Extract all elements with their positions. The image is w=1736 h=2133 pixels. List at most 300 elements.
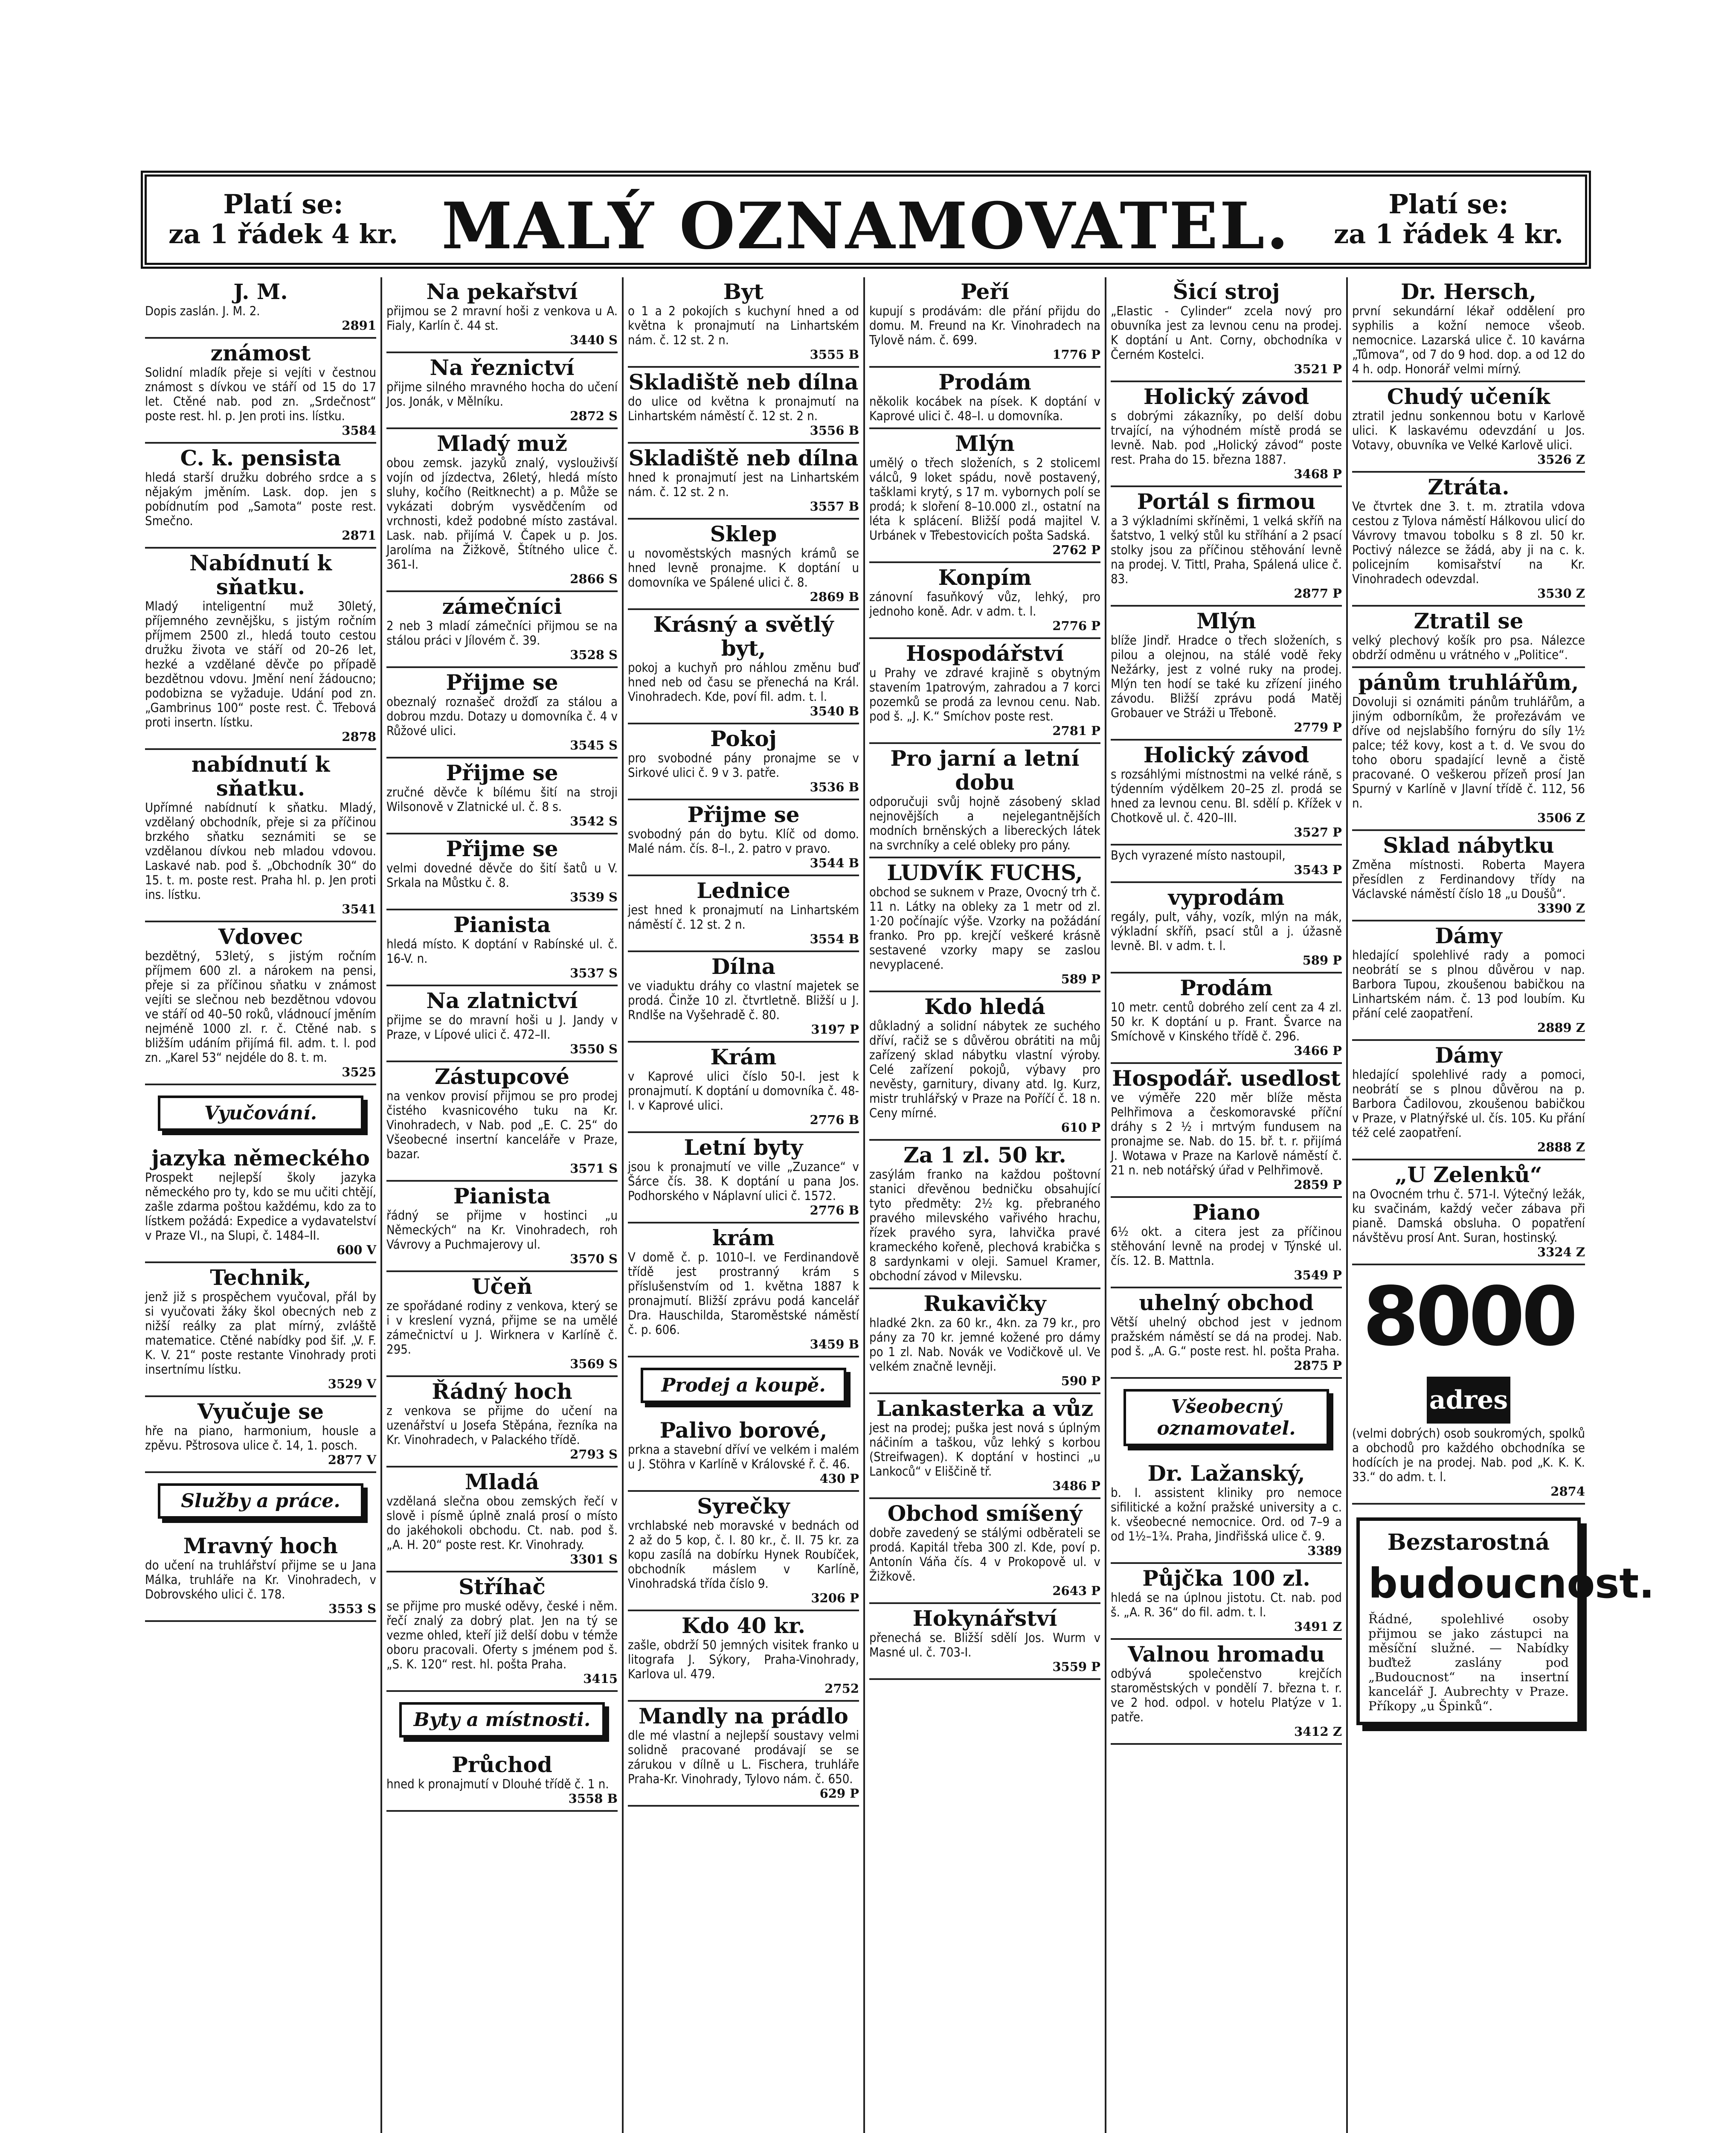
ad-title: Mravný hoch bbox=[183, 1533, 338, 1558]
section-heading-box: Prodej a koupě. bbox=[641, 1368, 846, 1403]
ad-title: Na zlatnictví bbox=[426, 988, 578, 1013]
classified-ad bbox=[386, 1062, 618, 1182]
classified-ad bbox=[869, 1394, 1100, 1499]
ad-text: přijme silného mravného hocha do učení Jos. Jonák, v Mělníku. bbox=[386, 380, 618, 409]
ad-title: Hospodář. usedlost bbox=[1112, 1066, 1341, 1091]
classified-ad bbox=[869, 992, 1100, 1141]
ad-title: Přijme se bbox=[446, 760, 558, 785]
ad-text: kupují s prodávám: dle přání přijdu do domu. M. Freund na Kr. Vinohradech na Tylově nám. č. 699. bbox=[869, 304, 1100, 347]
ad-code: 3549 P bbox=[1294, 1268, 1342, 1282]
ad-title: Lednice bbox=[697, 878, 790, 903]
ad-code: 2875 P bbox=[1294, 1358, 1342, 1373]
ad-text: s dobrými zákazníky, po delší dobu trvající, na výhodném místě prodá se levně. Nab. pod „Holický závod“ poste rest. Praha do 15. března 1887. bbox=[1111, 409, 1342, 467]
ad-text: Dopis zaslán. J. M. 2. bbox=[145, 304, 260, 318]
classified-ad bbox=[145, 1263, 376, 1397]
ad-title: Nabídnutí k sňatku. bbox=[189, 550, 332, 599]
ad-title: zámečníci bbox=[442, 594, 562, 619]
price-note-right-line2: za 1 řádek 4 kr. bbox=[1333, 218, 1564, 250]
classified-ad bbox=[628, 1223, 859, 1357]
ad-title: „U Zelenků“ bbox=[1395, 1162, 1542, 1187]
classified-ad bbox=[145, 277, 376, 339]
ad-text: hned k pronajmutí v Dlouhé třídě č. 1 n. bbox=[386, 1777, 609, 1791]
ad-code: 3528 S bbox=[570, 648, 618, 662]
ad-text: regály, pult, váhy, vozík, mlýn na mák, výkladní skříň, psací stůl a j. úžasně levně. Bl. v adm. t. l. bbox=[1111, 910, 1342, 953]
classified-ad bbox=[628, 1702, 859, 1807]
ad-title: Pro jarní a letní dobu bbox=[890, 746, 1080, 795]
ad-text: vzdělaná slečna obou zemských řečí v slově i písmě úplně znalá prosí o místo do jakéhokoli obchodu. Ct. nab. pod š. „A. H. 20“ poste rest. Kr. Vinohrady. bbox=[386, 1494, 618, 1552]
ad-text: několik kocábek na písek. K doptání v Kaprové ulici č. 48–I. u domovníka. bbox=[869, 394, 1100, 423]
ad-text: velmi dovedné děvče do šití šatů u V. Srkala na Můstku č. 8. bbox=[386, 861, 618, 890]
ad-code: 3544 B bbox=[810, 856, 859, 870]
ad-code: 629 P bbox=[819, 1786, 859, 1801]
classified-ad bbox=[628, 1043, 859, 1133]
ad-title: krám bbox=[712, 1225, 775, 1250]
ad-code: 3536 B bbox=[810, 780, 859, 794]
ad-code: 3539 S bbox=[570, 890, 618, 904]
future-ad-box bbox=[1356, 1517, 1655, 1725]
ad-title: Na řeznictví bbox=[430, 355, 575, 380]
ad-title: Kdo hledá bbox=[924, 994, 1045, 1019]
ad-text: Bych vyrazené místo nastoupil, bbox=[1111, 848, 1286, 863]
classified-ad bbox=[386, 1272, 618, 1377]
ad-text: Dovoluji si oznámiti pánům truhlářům, a jiným odborníkům, že prořezávám ve dříve od nejslabšího fornýru do síly 1½ palce; též kovy, kost a t. d. Ve svou do toho oboru spadající levně a čistě pracované. O veškerou přízeň prosí Jan Spurný v Karlíně v Jlavní třídě č. 112, 56 n. bbox=[1352, 695, 1585, 811]
classified-ad bbox=[628, 800, 859, 876]
ad-code: 3530 Z bbox=[1537, 586, 1585, 601]
ad-column bbox=[624, 277, 865, 2133]
ad-code: 589 P bbox=[1302, 953, 1342, 968]
ad-title: Ztráta. bbox=[1428, 474, 1510, 500]
ad-title: vyprodám bbox=[1168, 885, 1285, 910]
ad-code: 2877 P bbox=[1294, 586, 1342, 601]
classified-ad bbox=[628, 1492, 859, 1611]
ad-text: zašle, obdrží 50 jemných visitek franko u litografa J. Sýkory, Praha-Vinohrady, Karlova ul. 479. bbox=[628, 1638, 859, 1681]
classified-ad bbox=[1352, 1160, 1585, 1265]
ad-text: přijme se do mravní hoši u J. Jandy v Praze, v Lípové ulici č. 472–II. bbox=[386, 1013, 618, 1042]
ad-column bbox=[141, 277, 382, 2133]
ad-title: Krásný a světlý byt, bbox=[653, 612, 834, 661]
big-adres-ad bbox=[1352, 1270, 1585, 1424]
ad-text: hře na piano, harmonium, housle a zpěvu. Pštrosova ulice č. 14, 1. posch. bbox=[145, 1424, 376, 1453]
ad-title: Mlýn bbox=[955, 431, 1015, 456]
section-heading-box: Služby a práce. bbox=[158, 1483, 363, 1519]
ad-title: pánům truhlářům, bbox=[1358, 670, 1579, 695]
ad-title: Letní byty bbox=[684, 1135, 803, 1160]
ad-text: pokoj a kuchyň pro náhlou změnu buď hned neb od času se přenechá na Král. Vinohradech. Kde, poví fil. adm. t. l. bbox=[628, 660, 859, 704]
classified-ad bbox=[386, 353, 618, 429]
classified-ad bbox=[869, 744, 1100, 858]
ad-title: Za 1 zl. 50 kr. bbox=[903, 1142, 1066, 1168]
ad-code: 3559 P bbox=[1052, 1659, 1100, 1674]
ad-code: 2781 P bbox=[1052, 724, 1100, 738]
ad-title: C. k. pensista bbox=[180, 445, 341, 471]
ad-text: „Elastic - Cylinder“ zcela nový pro obuvníka jest za levnou cenu na prodej. K doptání u Ant. Corny, obchodníka v Černém Kostelci. bbox=[1111, 304, 1342, 362]
ad-code: 2762 P bbox=[1052, 543, 1100, 557]
classified-ad bbox=[1352, 277, 1585, 382]
classified-ad bbox=[1111, 1459, 1342, 1564]
ad-text: na Ovocném trhu č. 571-I. Výtečný ležák, ku svačinám, každý večer zábava při pianě. Damská obsluha. O popatření návštěvu prosí Ant. Suran, hostinský. bbox=[1352, 1187, 1585, 1245]
ad-code: 2877 V bbox=[328, 1453, 376, 1467]
ad-title: Skladiště neb dílna bbox=[628, 445, 859, 471]
ad-title: Chudý učeník bbox=[1387, 384, 1550, 409]
ad-code: 3412 Z bbox=[1294, 1724, 1342, 1739]
classified-ad bbox=[386, 277, 618, 353]
classified-ad bbox=[869, 563, 1100, 639]
ad-title: Mladá bbox=[464, 1469, 540, 1494]
ad-code: 3550 S bbox=[570, 1042, 618, 1056]
ad-title: Přijme se bbox=[687, 802, 800, 827]
classified-ad bbox=[1111, 277, 1342, 382]
classified-ad bbox=[1352, 668, 1585, 831]
classified-ad bbox=[1352, 831, 1585, 921]
classified-ad bbox=[386, 758, 618, 834]
ad-text: odporučuji svůj hojně zásobený sklad nejnovějších a nejelegantnějších modních brněnských a libereckých látek na svrchníky a celé obleky pro pány. bbox=[869, 794, 1100, 852]
classified-ad bbox=[145, 549, 376, 750]
ad-text: do ulice od května k pronajmutí na Linhartském náměstí č. 12 st. 2 n. bbox=[628, 394, 859, 423]
ad-title: Vdovec bbox=[218, 924, 303, 949]
ad-text: Větší uhelný obchod jest v jednom pražském náměstí se dá na prodej. Nab. pod š. „A. G.“ poste rest. hl. pošta Praha. bbox=[1111, 1315, 1342, 1358]
ad-title: Portál s firmou bbox=[1137, 489, 1316, 514]
ad-code: 3556 B bbox=[810, 423, 859, 438]
ad-title: Pianista bbox=[453, 1183, 551, 1209]
ad-code: 3537 S bbox=[570, 966, 618, 980]
ad-code: 3543 P bbox=[1294, 863, 1342, 877]
ad-code: 3584 bbox=[342, 423, 376, 438]
ad-text: blíže Jindř. Hradce o třech složeních, s pilou a olejnou, na stálé vodě řeky Nežárky, jest z volné ruky na prodej. Mlýn ten hodí se také ku zřízení jiného závodu. Bližší zprávu podá Matěj Grobauer ve Stráži u Třeboně. bbox=[1111, 633, 1342, 720]
ad-code: 2866 S bbox=[570, 572, 618, 586]
classified-ad bbox=[1111, 1064, 1342, 1198]
classified-ad bbox=[869, 639, 1100, 744]
ad-text: Řádné, spolehlivé osoby přijmou se jako zástupci na měsíční služné. — Nabídky buďtež zaslány pod „Budoucnost“ na insertní kancelář J. Aubrechty v Praze. Příkopy „u Špinků“. bbox=[1368, 1612, 1569, 1713]
ad-text: důkladný a solidní nábytek ze suchého dříví, račiž se s důvěrou obrátiti na můj zařízený sklad nábytku vlastní výroby. Celé zařízení pokojů, výbavy pro nevěsty, garnitury, divany atd. Ig. Kurz, mistr truhlářský v Praze na Poříčí č. 18 n. Ceny mírné. bbox=[869, 1019, 1100, 1120]
ad-title: Valnou hromadu bbox=[1128, 1642, 1325, 1667]
ad-title: Přijme se bbox=[446, 670, 558, 695]
classified-ad bbox=[869, 1289, 1100, 1394]
ad-title: Peří bbox=[961, 279, 1009, 304]
classified-ad bbox=[869, 277, 1100, 368]
ad-title: Řádný hoch bbox=[432, 1379, 572, 1404]
ad-text: přijmou se 2 mravní hoši z venkova u A. Fialy, Karlín č. 44 st. bbox=[386, 304, 618, 333]
ad-code: 3324 Z bbox=[1537, 1245, 1585, 1259]
price-note-left-line1: Platí se: bbox=[223, 189, 343, 220]
ad-column bbox=[1348, 277, 1655, 2133]
classified-ad bbox=[1111, 1198, 1342, 1288]
ad-code: 1776 P bbox=[1052, 347, 1100, 362]
ad-code: 590 P bbox=[1061, 1374, 1100, 1388]
ad-title: Přijme se bbox=[446, 836, 558, 861]
ad-title: Mladý muž bbox=[437, 431, 567, 456]
ad-title: Krám bbox=[710, 1044, 777, 1069]
ad-title: Pianista bbox=[453, 912, 551, 937]
ad-text: dobře zavedený se stálými odběrateli se prodá. Kapitál třeba 300 zl. Kde, poví p. Antonín Váňa čís. 4 v Prokopově ul. v Žižkově. bbox=[869, 1526, 1100, 1584]
ad-code: 3554 B bbox=[810, 932, 859, 946]
ad-column bbox=[865, 277, 1106, 2133]
ad-code: 2776 B bbox=[810, 1113, 859, 1127]
ad-text: Upřímné nabídnutí k sňatku. Mladý, vzdělaný obchodník, přeje si za příčinou brzkého sňatku seznámiti se se vzdělanou dívkou neb mladou vdovou. Laskavé nab. pod š. „Obchodník 30“ do 15. t. m. poste rest. Praha hl. p. Jen proti ins. lístku. bbox=[145, 800, 376, 902]
ad-title: Šicí stroj bbox=[1173, 279, 1280, 304]
ad-code: 610 P bbox=[1061, 1120, 1100, 1135]
future-heading: Bezstarostná bbox=[1387, 1529, 1550, 1555]
future-title: budoucnost. bbox=[1368, 1560, 1655, 1607]
classified-ad bbox=[386, 1750, 618, 1812]
price-note-right-line1: Platí se: bbox=[1388, 189, 1509, 220]
ad-text: do učení na truhlářství přijme se u Jana Málka, truhláře na Kr. Vinohradech, v Dobrovského ulici č. 178. bbox=[145, 1558, 376, 1601]
ad-code: 3486 P bbox=[1052, 1479, 1100, 1493]
ad-code: 3557 B bbox=[810, 499, 859, 514]
ad-title: Učeň bbox=[471, 1274, 533, 1299]
ad-text: umělý o třech složeních, s 2 stoliceml válců, 9 loket spádu, nově postavený, tašklami krytý, s 17 m. vybornych polí se prodá; k sloření 8–10.000 zl., ostatní na léta k splácení. Bližší podá majitel V. Urbánek v Třebestovicích pošta Sadská. bbox=[869, 456, 1100, 543]
price-note-left-line2: za 1 řádek 4 kr. bbox=[168, 218, 398, 250]
ad-text: velký plechový košík pro psa. Nálezce obdrží odměnu u vrátného v „Politice“. bbox=[1352, 633, 1585, 662]
ad-text: 6½ okt. a citera jest za příčinou stěhování levně na prodej v Týnské ul. čís. 12. B. Mattnla. bbox=[1111, 1224, 1342, 1268]
ad-text: jest na prodej; puška jest nová s úplným náčiním a taškou, vůz lehký s korbou (Streifwagen). K doptání v hostinci „u Lankoců“ v Eliščině tř. bbox=[869, 1421, 1100, 1479]
big-number: 8000 bbox=[1362, 1270, 1575, 1364]
ad-text: hledající spolehlivé rady a pomoci neobrátí se s plnou důvěrou v nap. Barbora Tupou, zkoušenou babičkou na Linhartském nám. č. 13 pod loubím. Ku přání celé zaopatření. bbox=[1352, 948, 1585, 1020]
ad-text: prkna a stavební dříví ve velkém i malém u J. Stöhra v Karlíně v Královské ř. č. 46. bbox=[628, 1442, 859, 1471]
classified-ad bbox=[1111, 846, 1342, 883]
ad-title: Byt bbox=[723, 279, 764, 304]
ad-text: V domě č. p. 1010–I. ve Ferdinandově třídě jest prostranný krám s příslušenstvím od 1. května 1887 k pronajmutí. Bližší zprávu podá kancelář Dra. Hauschilda, Staroměstské náměstí č. p. 606. bbox=[628, 1250, 859, 1337]
ad-code: 2871 bbox=[342, 528, 376, 543]
ad-code: 3555 B bbox=[810, 347, 859, 362]
ad-code: 600 V bbox=[336, 1243, 376, 1257]
ad-code: 3527 P bbox=[1294, 825, 1342, 840]
ad-code: 3468 P bbox=[1294, 467, 1342, 481]
classified-ad bbox=[1111, 487, 1342, 607]
ad-title: nabídnutí k sňatku. bbox=[191, 752, 330, 801]
ad-title: Dámy bbox=[1435, 1043, 1502, 1068]
classified-ad bbox=[145, 339, 376, 444]
ad-text: Mladý inteligentní muž 30letý, příjemného zevnějšku, s jistým ročním příjmem 2500 zl., hledá touto cestou družku života ve stáří od 20–26 let, hezké a vzdělané děvče po případě bezdětnou vdovu. Jmění není žádoucno; podobizna se vyžaduje. Udání pod zn. „Gambrinus 100“ poste rest. Č. Třebová proti insertn. lístku. bbox=[145, 599, 376, 729]
ad-text: jsou k pronajmutí ve ville „Zuzance“ v Šárce čís. 38. K doptání u pana Jos. Podhorského v Náplavní ulici č. 1572. bbox=[628, 1159, 859, 1203]
ad-text: hladké 2kn. za 60 kr., 4kn. za 79 kr., pro pány za 70 kr. jemné kožené pro dámy po 1 zl. Nab. Novák ve Vodičkově ul. Ve velkém značně levněji. bbox=[869, 1316, 1100, 1374]
classified-ad bbox=[145, 1531, 376, 1622]
ad-code: 2872 S bbox=[570, 409, 618, 423]
classified-ad bbox=[628, 1416, 859, 1492]
ad-title: Pokoj bbox=[710, 726, 777, 751]
classified-ad bbox=[869, 368, 1100, 429]
classified-ad bbox=[1352, 1041, 1585, 1160]
ad-text: u Prahy ve zdravé krajině s obytným stavením 1patrovým, zahradou a 7 korci pozemků se prodá za levnou cenu. Nab. pod š. „J. K.“ Smíchov poste rest. bbox=[869, 665, 1100, 724]
classified-ad bbox=[1352, 1424, 1585, 1505]
classified-ad bbox=[1111, 741, 1342, 846]
ad-text: ze spořádané rodiny z venkova, který se i v kreslení vyzná, přijme se na umělé zámečnictví u J. Wirknera v Karlíně č. 295. bbox=[386, 1299, 618, 1357]
ad-code: 2859 P bbox=[1294, 1177, 1342, 1192]
ad-title: Na pekařství bbox=[426, 279, 578, 304]
classified-ad bbox=[1111, 1288, 1342, 1379]
ad-code: 2889 Z bbox=[1537, 1020, 1585, 1035]
ad-text: dle mé vlastní a nejlepší soustavy velmi solidně pracované prodávají se se zárukou v dílně u L. Fischera, truhláře Praha-Kr. Vinohrady, Tylovo nám. č. 650. bbox=[628, 1728, 859, 1786]
ad-code: 3529 V bbox=[328, 1377, 376, 1391]
classified-ad bbox=[145, 750, 376, 922]
ad-title: Mlýn bbox=[1196, 608, 1256, 634]
classified-ad bbox=[628, 724, 859, 800]
ad-code: 3459 B bbox=[810, 1337, 859, 1351]
ad-code: 430 P bbox=[819, 1471, 859, 1486]
ad-text: 10 metr. centů dobrého zelí cent za 4 zl. 50 kr. K doptání u p. Frant. Švarce na Smíchově v Kinského třídě č. 296. bbox=[1111, 1000, 1342, 1043]
ad-title: Dámy bbox=[1435, 923, 1502, 948]
ad-text: odbývá společenstvo krejčích staroměstských v pondělí 7. března t. r. ve 2 hod. odpol. v hotelu Platýze v 1. patře. bbox=[1111, 1666, 1342, 1724]
ad-code: 2888 Z bbox=[1537, 1140, 1585, 1154]
ad-code: 3545 S bbox=[570, 738, 618, 753]
ad-title: Dr. Hersch, bbox=[1401, 279, 1536, 304]
ad-text: jenž již s prospěchem vyučoval, přál by si vyučovati žáky škol obecných neb z nižší reálky za plat mírný, zvláště matematice. Ctěné nabídky pod šif. „V. F. K. V. 21“ poste restante Vinohrady proti insertnímu lístku. bbox=[145, 1290, 376, 1377]
classified-ad bbox=[1111, 883, 1342, 974]
ad-title: Mandly na prádlo bbox=[639, 1703, 848, 1729]
ad-text: ztratil jednu sonkennou botu v Karlově ulici. K laskavému odevzdání u Jos. Votavy, obuvníka ve Velké Karlově ulici. bbox=[1352, 409, 1585, 452]
ad-code: 3526 Z bbox=[1537, 452, 1585, 467]
ad-title: Dílna bbox=[711, 954, 776, 979]
classified-ad bbox=[386, 668, 618, 758]
classified-ad bbox=[628, 368, 859, 444]
ad-title: Obchod smíšený bbox=[887, 1501, 1083, 1526]
ad-title: Rukavičky bbox=[923, 1291, 1046, 1316]
ad-title: Vyučuje se bbox=[197, 1399, 324, 1424]
ad-title: Hokynářství bbox=[912, 1606, 1057, 1631]
classified-ad bbox=[386, 1468, 618, 1572]
ad-title: Kdo 40 kr. bbox=[682, 1613, 805, 1638]
ad-text: první sekundární lékař oddělení pro syphilis a kožní nemoce všeob. nemocnice. Lazarská ulice č. 10 kavárna „Tůmova“, od 7 do 9 hod. dop. a od 12 do 4 h. odp. Honorář velmi mírný. bbox=[1352, 304, 1585, 376]
ad-title: Piano bbox=[1192, 1200, 1260, 1225]
ad-text: přenechá se. Bližší sdělí Jos. Wurm v Masné ul. č. 703-I. bbox=[869, 1630, 1100, 1659]
ad-code: 2643 P bbox=[1052, 1584, 1100, 1598]
classified-ad bbox=[869, 1141, 1100, 1289]
section-heading-box: Všeobecný oznamovatel. bbox=[1123, 1389, 1329, 1446]
classified-ad bbox=[1352, 382, 1585, 473]
classified-ad bbox=[386, 910, 618, 986]
ad-title: Dr. Lažanský, bbox=[1147, 1461, 1305, 1486]
ad-text: (velmi dobrých) osob soukromých, spolků a obchodů pro každého obchodníka se hodících je na prodej. Nab. pod „K. K. K. 33.“ do adm. t. l. bbox=[1352, 1426, 1585, 1484]
ad-code: 3558 B bbox=[568, 1791, 618, 1806]
ad-text: řádný se přijme v hostinci „u Německých“ na Kr. Vinohradech, roh Vávrovy a Puchmajerovy ul. bbox=[386, 1208, 618, 1252]
section-heading-box: Byty a místnosti. bbox=[399, 1702, 605, 1738]
ad-title: LUDVÍK FUCHS, bbox=[887, 860, 1083, 885]
ad-code: 3542 S bbox=[570, 814, 618, 828]
ad-title: Skladiště neb dílna bbox=[628, 369, 859, 395]
classified-ad bbox=[1111, 607, 1342, 741]
ad-text: hned k pronajmutí jest na Linhartském nám. č. 12 st. 2 n. bbox=[628, 470, 859, 499]
ad-title: Konpím bbox=[938, 565, 1032, 590]
ad-column bbox=[382, 277, 624, 2133]
ad-title: uhelný obchod bbox=[1139, 1290, 1314, 1315]
classified-ad bbox=[869, 429, 1100, 563]
ad-text: obeznalý roznašeč drožďí za stálou a dobrou mzdu. Dotazy u domovníka č. 4 v Růžové ulici. bbox=[386, 695, 618, 738]
ad-text: obou zemsk. jazyků znalý, vyslouživší vojín od jízdectva, 26letý, hledá místo sluhy, kočího (Reitknecht) a p. Může se vykázati dobrým vysvědčením od vrchnosti, kdež podobné místo zastával. Lask. nab. přijímá V. Čapek u p. Jos. Jarolíma na Žižkově, Štítného ulice č. 361-I. bbox=[386, 456, 618, 572]
ad-code: 3415 bbox=[583, 1671, 618, 1686]
classified-ad bbox=[628, 1133, 859, 1223]
classified-ad bbox=[628, 444, 859, 520]
ad-text: o 1 a 2 pokojích s kuchyní hned a od května k pronajmutí na Linhartském nám. č. 12 st. 2 n. bbox=[628, 304, 859, 347]
ad-title: Prodám bbox=[1180, 975, 1273, 1000]
classified-ad bbox=[145, 922, 376, 1085]
classified-ad bbox=[386, 1377, 618, 1468]
page-title: MALÝ OZNAMOVATEL. bbox=[441, 189, 1290, 264]
ad-title: Sklep bbox=[710, 521, 777, 546]
ad-code: 2752 bbox=[824, 1681, 859, 1696]
ad-text: ve výměře 220 měr blíže města Pelhřimova a českomoravské příční dráhy s 2 ½ i mrtvým fundusem na pronajme se. Nab. do 15. bř. t. r. přijímá J. Wotawa v Praze na Karlově náměstí č. 21 n. neb notářský úřad v Pelhřimově. bbox=[1111, 1090, 1342, 1177]
classified-ad bbox=[386, 429, 618, 592]
ad-text: b. I. assistent kliniky pro nemoce sifilitické a kožní pražské university a c. k. všeobecné nemocnice. Ord. od 7–9 a od 1½–1¾. Praha, Jindřišská ulice č. 9. bbox=[1111, 1485, 1342, 1543]
ad-code: 3571 S bbox=[570, 1161, 618, 1176]
ad-code: 2776 B bbox=[810, 1203, 859, 1218]
classified-ad bbox=[1111, 974, 1342, 1064]
ad-text: jest hned k pronajmutí na Linhartském náměstí č. 12 st. 2 n. bbox=[628, 903, 859, 932]
classified-ad bbox=[1352, 607, 1585, 668]
ad-code: 2779 P bbox=[1294, 720, 1342, 735]
ad-text: zasýlám franko na každou poštovní stanici dřevěnou bedničku obsahující tyto předměty: 2½ kg. přebraného pravého milevského vařivého hrachu, řízek pravého syra, lahvička pravé krameckého kořeně, plechová krabička s 8 sardynkami v oleji. Samuel Kramer, obchodní závod v Milevsku. bbox=[869, 1167, 1100, 1283]
ad-text: zručné děvče k bílému šití na stroji Wilsonově v Zlatnické ul. č. 8 s. bbox=[386, 785, 618, 814]
ad-title: Lankasterka a vůz bbox=[876, 1396, 1094, 1421]
ad-code: 3206 P bbox=[811, 1591, 859, 1605]
classified-ad bbox=[145, 1397, 376, 1473]
classified-ad bbox=[386, 1572, 618, 1692]
ad-text: na venkov provisí přijmou se pro prodej čistého kvasnicového tuku na Kr. Vinohradech, v Nab. pod „E. C. 25“ do Všeobecné insertní kanceláře v Praze, bazar. bbox=[386, 1089, 618, 1161]
ad-text: 2 neb 3 mladí zámečníci přijmou se na stálou práci v Jílovém č. 39. bbox=[386, 619, 618, 648]
ad-code: 3197 P bbox=[811, 1022, 859, 1037]
classified-ad bbox=[145, 1144, 376, 1263]
ad-text: ve viaduktu dráhy co vlastní majetek se prodá. Činže 10 zl. čtvrtletně. Bližší u J. Rndlše na Vyšehradě č. 80. bbox=[628, 979, 859, 1022]
price-note-right bbox=[1329, 189, 1568, 249]
ad-code: 3553 S bbox=[328, 1601, 376, 1616]
ad-code: 2793 S bbox=[570, 1447, 618, 1462]
ad-text: hledající spolehlivé rady a pomoci, neobrátí se s plnou důvěrou na p. Barbora Čadilovou, zkoušenou babičkou v Praze, v Platnýřské ul. čís. 105. Ku přání též celé zaopatření. bbox=[1352, 1067, 1585, 1140]
ad-title: Holický závod bbox=[1143, 742, 1309, 767]
ad-title: Prodám bbox=[938, 369, 1031, 395]
ad-text: Ve čtvrtek dne 3. t. m. ztratila vdova cestou z Tylova náměstí Hálkovou ulicí do Vávrovy tmavou tobolku s 8 zl. 50 kr. Poctivý nálezce se žádá, aby ji na c. k. policejním komisařství na Kr. Vinohradech odevzdal. bbox=[1352, 499, 1585, 586]
price-note-left bbox=[164, 189, 403, 249]
classified-ad bbox=[869, 1604, 1100, 1680]
ad-code: 3525 bbox=[342, 1065, 376, 1079]
ad-text: u novoměstských masných krámů se hned levně pronajme. K doptání u domovníka ve Spálené ulici č. 8. bbox=[628, 546, 859, 590]
classified-ad bbox=[628, 277, 859, 368]
classified-ad bbox=[1111, 382, 1342, 487]
newspaper-page bbox=[141, 141, 1655, 2133]
classified-ad bbox=[1111, 1640, 1342, 1745]
ad-text: bezdětný, 53letý, s jistým ročním příjmem 600 zl. a nárokem na pensi, přeje si za příčinou sňatku v známost vejíti se slečnou neb bezdětnou vdovou ve stáří od 40–50 roků, vládnoucí jměním nejméně 1000 zl. r. č. Ctěné nab. s bližším udáním přijímá fil. adm. t. l. pod zn. „Karel 53“ nejdéle do 8. t. m. bbox=[145, 949, 376, 1065]
classified-ad bbox=[386, 592, 618, 668]
ad-code: 2891 bbox=[342, 318, 376, 333]
ad-text: Solidní mladík přeje si vejíti v čestnou známost s dívkou ve stáří od 15 do 17 let. Ctěné nab. pod zn. „Srdečnost“ poste rest. hl. p. Jen proti ins. lístku. bbox=[145, 365, 376, 423]
ad-code: 2878 bbox=[342, 729, 376, 744]
ad-title: Půjčka 100 zl. bbox=[1142, 1566, 1310, 1591]
classified-ad bbox=[628, 876, 859, 952]
classified-ad bbox=[1111, 1564, 1342, 1640]
ad-code: 2869 B bbox=[810, 590, 859, 604]
ad-text: obchod se suknem v Praze, Ovocný trh č. 11 n. Látky na obleky za 1 metr od zl. 1·20 počínajíc výše. Vzorky na požádání franko. Pro pp. krejčí veškeré krásně sestavené vzorky mapy se zaslou nevyplacené. bbox=[869, 885, 1100, 972]
ad-text: z venkova se přijme do učení na uzenářství u Josefa Stěpána, řezníka na Kr. Vinohradech, v Palackého třídě. bbox=[386, 1404, 618, 1447]
ad-text: zánovní fasuňkový vůz, lehký, pro jednoho koně. Adr. v adm. t. l. bbox=[869, 590, 1100, 619]
ad-code: 3521 P bbox=[1294, 362, 1342, 376]
ad-text: s rozsáhlými místnostmi na velké ráně, s týdenním výdělkem 20–25 zl. prodá se hned za levnou cenu. Bl. sdělí p. Křížek v Chotkově ul. č. 420–III. bbox=[1111, 767, 1342, 825]
classified-ad bbox=[386, 986, 618, 1062]
ad-title: Palivo borové, bbox=[659, 1418, 827, 1443]
ad-text: a 3 výkladními skříněmi, 1 velká skříň na šatstvo, 1 velký stůl ku stříhání a 2 psací stolky jsou za příčinou stěhování levně na prodej. V. Tittl, Praha, Spálená ulice č. 83. bbox=[1111, 514, 1342, 586]
classified-ad bbox=[386, 834, 618, 910]
ad-title: Ztratil se bbox=[1414, 608, 1524, 634]
section-heading-box: Vyučování. bbox=[158, 1096, 363, 1131]
classified-ad bbox=[628, 952, 859, 1043]
classified-ad bbox=[869, 858, 1100, 992]
ad-title: Technik, bbox=[210, 1265, 311, 1290]
ad-text: hledá místo. K doptání v Rabínské ul. č. 16-V. n. bbox=[386, 937, 618, 966]
ad-title: Zástupcové bbox=[434, 1064, 570, 1089]
ad-code: 2776 P bbox=[1052, 619, 1100, 633]
ad-column bbox=[1106, 277, 1348, 2133]
classified-ad bbox=[869, 1499, 1100, 1604]
ad-text: vrchlabské neb moravské v bednách od 2 až do 5 kop, č. I. 80 kr., č. II. 75 kr. za kopu zasílá na dobírku Hynek Roubíček, obchodník máslem v Karlíně, Vinohradská třída číslo 9. bbox=[628, 1518, 859, 1591]
classified-ad bbox=[1352, 473, 1585, 607]
ad-code: 3569 S bbox=[570, 1357, 618, 1371]
ad-code: 3541 bbox=[342, 902, 376, 916]
